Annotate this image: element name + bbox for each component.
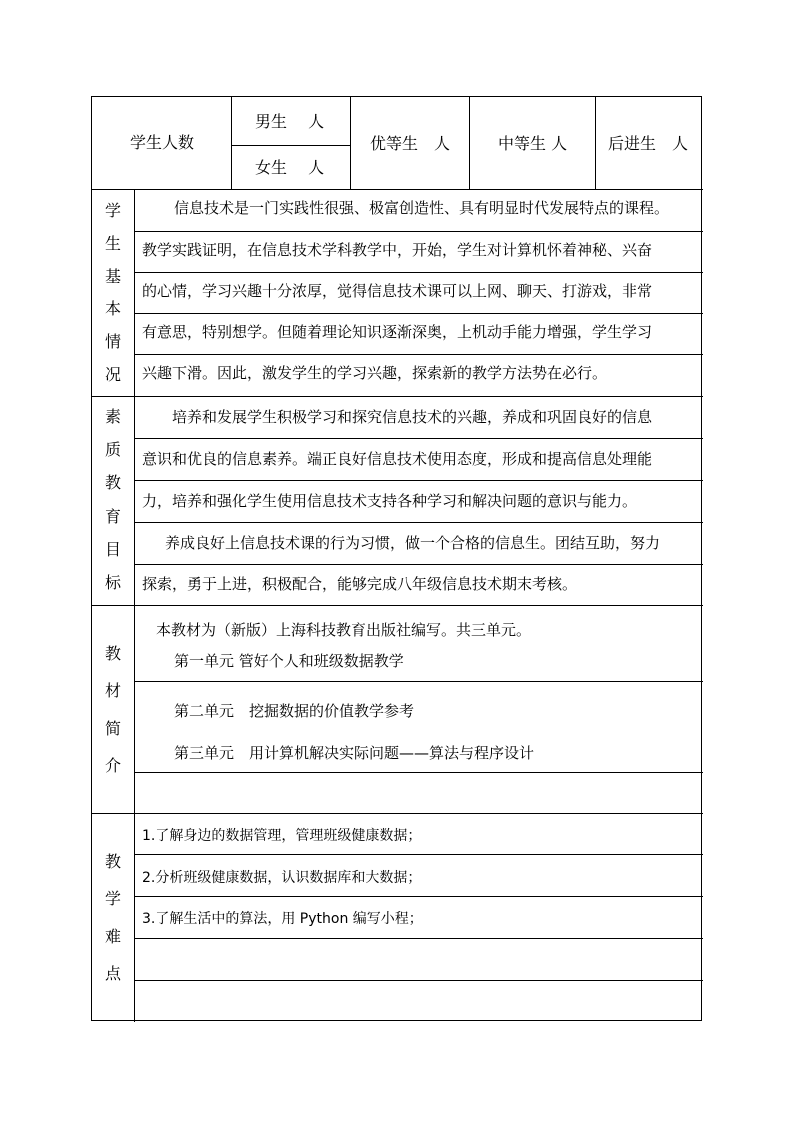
paragraph-line: 本教材为（新版）上海科技教育出版社编写。共三单元。: [156, 621, 532, 639]
rule-line: [134, 522, 703, 523]
paragraph-line: 培养和发展学生积极学习和探究信息技术的兴趣，养成和巩固良好的信息: [172, 408, 653, 426]
section-quality-goals: [92, 396, 703, 605]
rule-line: [134, 980, 703, 981]
paragraph-line: 探索，勇于上进，积极配合，能够完成八年级信息技术期末考核。: [142, 575, 578, 593]
lesson-plan-table: [91, 96, 702, 1021]
divider: [595, 97, 596, 189]
rule-line: [134, 354, 703, 355]
divider: [469, 97, 470, 189]
rule-line: [134, 772, 703, 773]
section-label: 学 生 基 本 情 况: [104, 201, 121, 384]
unit-line: 第一单元 管好个人和班级数据教学: [174, 652, 404, 670]
section-student-situation: [92, 189, 703, 396]
section-label: 素 质 教 育 目 标: [104, 406, 121, 593]
rule-line: [134, 313, 703, 314]
divider: [350, 97, 351, 189]
list-item: 2.分析班级健康数据，认识数据库和大数据；: [142, 870, 422, 886]
paragraph-line: 兴趣下滑。因此，激发学生的学习兴趣，探索新的教学方法势在必行。: [142, 364, 608, 382]
paragraph-line: 信息技术是一门实践性很强、极富创造性、具有明显时代发展特点的课程。: [174, 199, 670, 217]
rule-line: [134, 681, 703, 682]
paragraph-line: 的心情，学习兴趣十分浓厚，觉得信息技术课可以上网、聊天、打游戏，非常: [142, 282, 653, 300]
section-label: 教 学 难 点: [104, 851, 121, 984]
divider: [134, 396, 135, 605]
unit-line: 第三单元 用计算机解决实际问题——算法与程序设计: [174, 744, 535, 762]
rule-line: [134, 938, 703, 939]
list-item: 1.了解身边的数据管理，管理班级健康数据；: [142, 828, 422, 844]
rule-line: [134, 438, 703, 439]
male-count-label: 男生 人: [255, 112, 325, 131]
divider: [134, 189, 135, 396]
section-teaching-difficulties: [92, 813, 703, 1022]
rule-line: [134, 480, 703, 481]
paragraph-line: 力，培养和强化学生使用信息技术支持各种学习和解决问题的意识与能力。: [142, 492, 638, 510]
paragraph-line: 有意思，特别想学。但随着理论知识逐渐深奥，上机动手能力增强，学生学习: [142, 323, 653, 341]
rule-line: [134, 272, 703, 273]
divider: [134, 605, 135, 813]
rule-line: [134, 564, 703, 565]
divider: [134, 813, 135, 1022]
behind-count-label: 后进生 人: [608, 134, 689, 153]
list-item: 3.了解生活中的算法，用 Python 编写小程；: [142, 911, 423, 927]
divider: [231, 145, 350, 146]
paragraph-line: 意识和优良的信息素养。端正良好信息技术使用态度，形成和提高信息处理能: [142, 450, 653, 468]
paragraph-line: 养成良好上信息技术课的行为习惯，做一个合格的信息生。团结互助，努力: [165, 534, 661, 552]
rule-line: [134, 854, 703, 855]
rule-line: [134, 231, 703, 232]
student-count-label: 学生人数: [130, 133, 195, 152]
rule-line: [134, 896, 703, 897]
section-textbook-intro: [92, 605, 703, 813]
divider: [231, 97, 232, 189]
unit-line: 第二单元 挖掘数据的价值教学参考: [174, 702, 415, 720]
female-count-label: 女生 人: [255, 158, 325, 177]
section-label: 教 材 简 介: [104, 643, 121, 776]
paragraph-line: 教学实践证明，在信息技术学科教学中，开始，学生对计算机怀着神秘、兴奋: [142, 241, 653, 259]
excellent-count-label: 优等生 人: [370, 134, 451, 153]
middle-count-label: 中等生 人: [498, 134, 568, 153]
